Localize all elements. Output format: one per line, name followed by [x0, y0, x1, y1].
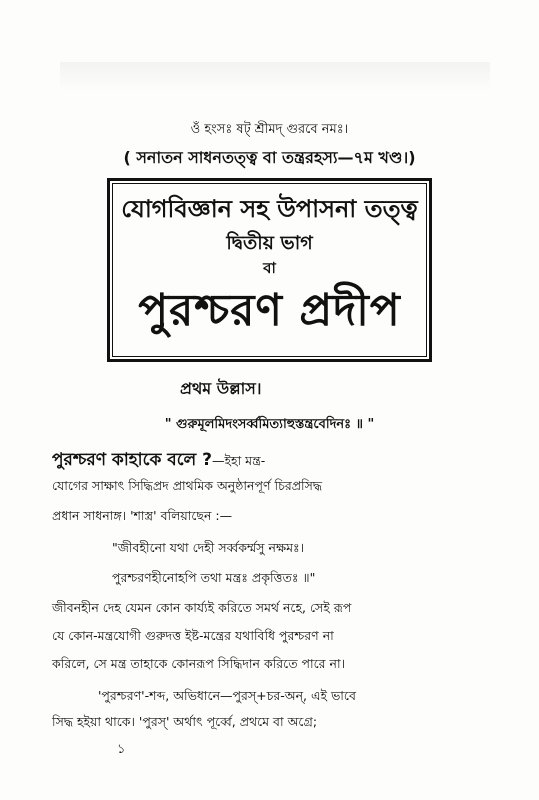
title-box	[107, 178, 432, 362]
section-heading	[52, 447, 265, 475]
body-line-7: 'পুরশ্চরণ'-শব্দ, অভিধানে—পুরস্+চর-অন্, এই ভাবে	[98, 688, 356, 703]
title-or: বা	[263, 259, 276, 277]
body-line-2: যোগের সাক্ষাৎ সিদ্ধিপ্রদ প্রাথমিক অনুষ্ঠানপূর্ণ চিরপ্রসিদ্ধ	[52, 478, 323, 493]
chapter-title: প্রথম উল্লাস।	[180, 379, 262, 398]
series-line: ( সনাতন সাধনতত্ত্ব বা তন্ত্ররহস্য—৭ম খণ্ড।)	[123, 148, 416, 167]
bleed-through-shadow	[60, 62, 490, 92]
body-line-4: জীবনহীন দেহ যেমন কোন কার্য্যই করিতে সমর্থ নহে, সেই রূপ	[52, 600, 352, 615]
body-line-3: প্রধান সাধনাঙ্গ। 'শাস্ত্র' বলিয়াছেন :—	[52, 508, 233, 523]
page-number: ১	[117, 742, 126, 757]
verse-line-1: "জীবহীনো যথা দেহী সর্ব্বকর্ম্মসু নক্ষমঃ।	[112, 540, 305, 555]
invocation-line: ওঁ হংসঃ ষট্ শ্রীমদ্ গুরবে নমঃ।	[190, 122, 349, 137]
body-line-8: সিদ্ধ হইয়া থাকে। 'পুরস্' অর্থাৎ পূর্ব্বে, প্রথমে বা অগ্রে;	[52, 714, 318, 729]
title-big: পুরশ্চরণ প্রদীপ	[138, 285, 401, 336]
quote-line: " গুরুমূলমিদংসর্ব্বমিত্যাহুস্তন্ত্রবেদিনঃ ॥ "	[164, 417, 375, 432]
title-sub: দ্বিতীয় ভাগ	[226, 232, 313, 254]
body-line-5: যে কোন-মন্ত্রযোগী গুরুদত্ত ইষ্ট-মন্ত্রের যথাবিধি পুরশ্চরণ না	[52, 628, 334, 643]
body-line-6: করিলে, সে মন্ত্র তাহাকে কোনরূপ সিদ্ধিদান করিতে পারে না।	[52, 656, 346, 671]
heading-text: পুরশ্চরণ কাহাকে বলে ?	[52, 450, 212, 470]
body-line-1: —ইহা মন্ত্র-	[212, 453, 266, 468]
title-main: যোগবিজ্ঞান সহ উপাসনা তত্ত্ব	[121, 195, 418, 223]
verse-line-2: পুরশ্চরণহীনোহপি তথা মন্ত্রঃ প্রকৃত্তিতঃ ॥"	[112, 570, 316, 585]
